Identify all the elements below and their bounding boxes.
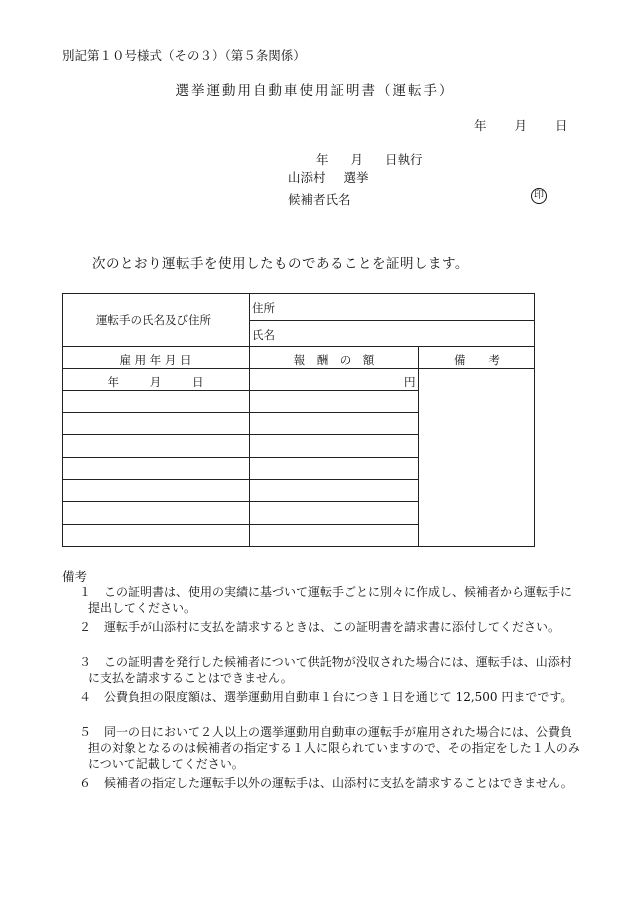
village-election: 山添村 選挙 bbox=[288, 170, 369, 185]
column-header-remuneration: 報 酬 の 額 bbox=[293, 353, 375, 367]
note-item bbox=[62, 775, 582, 807]
note-text: 候補者の指定した運転手以外の運転手は、山添村に支払を請求することはできません。 bbox=[104, 776, 573, 790]
name-label: 氏名 bbox=[252, 328, 275, 342]
note-text: この証明書を発行した候補者について供託物が没収された場合には、運転手は、山添村に支払を請求することはできません。 bbox=[88, 655, 572, 685]
note-item bbox=[62, 654, 582, 686]
note-number: １ bbox=[79, 585, 92, 599]
driver-label: 運転手の氏名及び住所 bbox=[96, 313, 211, 327]
note-item bbox=[62, 619, 582, 651]
yen-unit: 円 bbox=[404, 375, 416, 389]
candidate-name-label: 候補者氏名 bbox=[288, 192, 351, 207]
note-number: ２ bbox=[79, 620, 92, 634]
notes-heading: 備考 bbox=[62, 569, 88, 584]
issue-date: 年 月 日 bbox=[474, 118, 568, 133]
note-item bbox=[62, 584, 582, 616]
document-title: 選挙運動用自動車使用証明書（運転手） bbox=[175, 83, 455, 99]
address-label: 住所 bbox=[252, 301, 275, 315]
note-number: ５ bbox=[79, 725, 92, 739]
note-text: この証明書は、使用の実績に基づいて運転手ごとに別々に作成し、候補者から運転手に提出してください。 bbox=[88, 585, 573, 615]
note-text: 公費負担の限度額は、選挙運動用自動車１台につき１日を通じて 12,500 円までです。 bbox=[104, 690, 573, 704]
seal-icon: 印 bbox=[531, 188, 547, 204]
form-code: 別記第１０号様式（その３）（第５条関係） bbox=[62, 48, 306, 63]
first-row-date: 年 月 日 bbox=[107, 375, 204, 389]
note-number: ６ bbox=[79, 776, 92, 790]
note-item bbox=[62, 689, 582, 721]
column-header-employment-date: 雇 用 年 月 日 bbox=[119, 353, 192, 367]
election-date: 年 月 日執行 bbox=[316, 152, 423, 167]
note-number: ４ bbox=[79, 690, 92, 704]
note-number: ３ bbox=[79, 655, 92, 669]
driver-table bbox=[62, 293, 535, 547]
note-text: 同一の日において２人以上の選挙運動用自動車の運転手が雇用された場合には、公費負担の対象となるのは候補者の指定する１人に限られていますので、その指定をした１人のみについて記載してください。 bbox=[88, 725, 580, 771]
name-field[interactable] bbox=[250, 327, 251, 328]
note-text: 運転手が山添村に支払を請求するときは、この証明書を請求書に添付してください。 bbox=[104, 620, 561, 634]
note-item bbox=[62, 724, 582, 772]
column-header-remarks: 備 考 bbox=[454, 353, 500, 367]
certification-statement: 次のとおり運転手を使用したものであることを証明します。 bbox=[92, 256, 469, 272]
